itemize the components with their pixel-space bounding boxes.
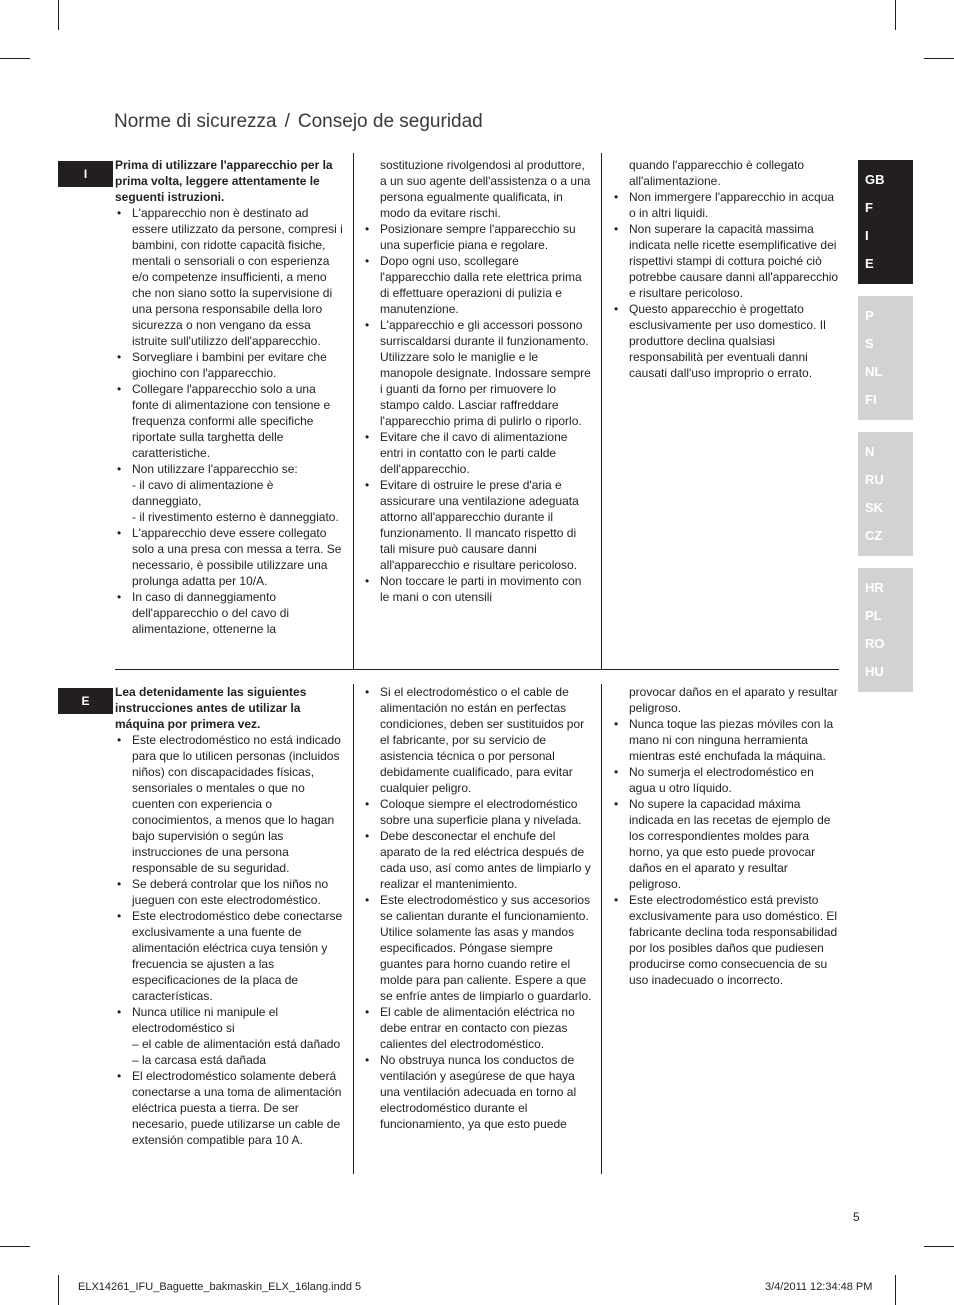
italian-column-3 <box>612 157 840 381</box>
language-tab: I <box>865 228 869 243</box>
italian-list-3 <box>612 157 840 381</box>
bullet-item: • No obstruya nunca los conductos de ventilación y asegúrese de que haya una ventilación adecuada en torno al electrodoméstico durante el funcionamiento, ya que esto puede <box>363 1052 593 1132</box>
continuation-text: - il rivestimento esterno è danneggiato. <box>132 510 339 524</box>
spanish-intro: Lea detenidamente las siguientes instrucciones antes de utilizar la máquina por primera vez. <box>115 685 307 731</box>
bullet-item: • Questo apparecchio è progettato esclusivamente per uso domestico. Il produttore declina qualsiasi responsabilità per eventuali danni causati dall'uso improprio o errato. <box>612 301 840 381</box>
spanish-list-2 <box>363 684 593 1132</box>
crop-mark <box>895 0 896 30</box>
italian-column-2 <box>363 157 591 605</box>
bullet-item: • Non toccare le parti in movimento con le mani o con utensili <box>363 573 591 605</box>
language-tab: SK <box>865 500 884 515</box>
column-divider <box>353 684 354 1174</box>
bullet-item: • Collegare l'apparecchio solo a una fonte di alimentazione con tensione e frequenza conformi alle specifiche riportate sulla targhetta delle caratteristiche. <box>115 381 343 461</box>
italian-column-1 <box>115 157 343 637</box>
bullet-item: • In caso di danneggiamento dell'apparecchio o del cavo di alimentazione, ottenerne la <box>115 589 343 637</box>
language-tab: GB <box>865 172 885 187</box>
footer-datetime: 3/4/2011 12:34:48 PM <box>765 1281 873 1293</box>
language-tab-group <box>858 432 913 556</box>
crop-mark <box>924 1246 954 1247</box>
bullet-item: • Debe desconectar el enchufe del aparato de la red eléctrica después de cada uso, así como antes de limpiarlo y realizar el mantenimiento. <box>363 828 593 892</box>
crop-mark <box>895 1275 896 1305</box>
crop-mark <box>58 1275 59 1305</box>
continuation-text: – el cable de alimentación está dañado <box>132 1037 341 1051</box>
bullet-item: • Coloque siempre el electrodoméstico sobre una superficie plana y nivelada. <box>363 796 593 828</box>
language-tab: HU <box>865 664 884 679</box>
bullet-item: • Sorvegliare i bambini per evitare che giochino con l'apparecchio. <box>115 349 343 381</box>
language-tab: F <box>865 200 873 215</box>
language-tab-group <box>858 568 913 692</box>
bullet-item: • El cable de alimentación eléctrica no debe entrar en contacto con piezas calientes del electrodoméstico. <box>363 1004 593 1052</box>
spanish-column-1 <box>115 684 345 1148</box>
language-tab: RU <box>865 472 884 487</box>
language-tab: FI <box>865 392 877 407</box>
bullet-item: • Este electrodoméstico no está indicado para que lo utilicen personas (incluidos niños) con discapacidades físicas, sensoriales o mentales o que no cuenten con experiencia o conocimientos, a menos que lo hagan bajo supervisión o según las instrucciones de una persona responsable de su seguridad. <box>115 732 345 876</box>
page-title <box>114 111 483 133</box>
spanish-column-3 <box>612 684 840 988</box>
language-tab: PL <box>865 608 882 623</box>
language-tab: S <box>865 336 874 351</box>
language-tab: HR <box>865 580 884 595</box>
column-divider <box>601 153 602 670</box>
bullet-item: • Evitare di ostruire le prese d'aria e assicurare una ventilazione adeguata attorno all'apparecchio durante il funzionamento. Il mancato rispetto di tali misure può causare danni all'apparecchio e risultare pericoloso. <box>363 477 591 573</box>
bullet-item: • Non utilizzare l'apparecchio se: <box>115 461 343 477</box>
bullet-item: • Nunca toque las piezas móviles con la mano ni con ninguna herramienta mientras esté enchufada la máquina. <box>612 716 840 764</box>
crop-mark <box>0 1246 30 1247</box>
language-tab: N <box>865 444 875 459</box>
crop-mark <box>0 58 30 59</box>
language-tab: NL <box>865 364 883 379</box>
title-separator: / <box>284 111 290 132</box>
italian-intro: Prima di utilizzare l'apparecchio per la prima volta, leggere attentamente le seguenti istruzioni. <box>115 158 333 204</box>
bullet-item: • L'apparecchio e gli accessori possono surriscaldarsi durante il funzionamento. Utilizzare solo le maniglie e le manopole designate. Indossare sempre i guanti da forno per rimuovere lo stampo caldo. Lasciar raffreddare l'apparecchio prima di pulirlo o riporlo. <box>363 317 591 429</box>
bullet-item: • Non immergere l'apparecchio in acqua o in altri liquidi. <box>612 189 840 221</box>
continuation-text: – la carcasa está dañada <box>132 1053 267 1067</box>
section-divider <box>115 669 839 670</box>
spanish-column-2 <box>363 684 593 1132</box>
footer-filename: ELX14261_IFU_Baguette_bakmaskin_ELX_16lang.indd 5 <box>78 1281 362 1293</box>
title-italian: Norme di sicurezza <box>114 111 277 132</box>
continuation-text: provocar daños en el aparato y resultar peligroso. <box>629 685 838 715</box>
bullet-item: • L'apparecchio deve essere collegato solo a una presa con messa a terra. Se necessario, è possibile utilizzare una prolunga adatta per 10/A. <box>115 525 343 589</box>
bullet-item: • Nunca utilice ni manipule el electrodoméstico si <box>115 1004 345 1036</box>
crop-mark <box>58 0 59 30</box>
bullet-item: • Dopo ogni uso, scollegare l'apparecchio dalla rete elettrica prima di effettuare operazioni di pulizia e manutenzione. <box>363 253 591 317</box>
bullet-item: • Este electrodoméstico está previsto exclusivamente para uso doméstico. El fabricante declina toda responsabilidad por los posibles daños que pudiesen producirse como consecuencia de su uso inadecuado o incorrecto. <box>612 892 840 988</box>
column-divider <box>353 153 354 670</box>
bullet-item: • Evitare che il cavo di alimentazione entri in contatto con le parti calde dell'apparecchio. <box>363 429 591 477</box>
spanish-list-3 <box>612 684 840 988</box>
language-tab-group <box>858 160 913 284</box>
section-badge-italian: I <box>58 161 113 187</box>
spanish-list-1 <box>115 732 345 1148</box>
bullet-item: • Non superare la capacità massima indicata nelle ricette esemplificative dei rispettivi stampi di cottura poiché ciò potrebbe causare danni all'apparecchio e risultare pericoloso. <box>612 221 840 301</box>
bullet-item: • Posizionare sempre l'apparecchio su una superficie piana e regolare. <box>363 221 591 253</box>
page-number: 5 <box>853 1210 860 1224</box>
continuation-text: - il cavo di alimentazione è danneggiato, <box>132 478 274 508</box>
language-tab: CZ <box>865 528 883 543</box>
bullet-item: • No supere la capacidad máxima indicada en las recetas de ejemplo de los correspondientes moldes para horno, ya que esto puede provocar daños en el aparato y resultar peligroso. <box>612 796 840 892</box>
column-divider <box>601 684 602 1174</box>
language-tab-group <box>858 296 913 420</box>
bullet-item: • No sumerja el electrodoméstico en agua u otro líquido. <box>612 764 840 796</box>
bullet-item: • El electrodoméstico solamente deberá conectarse a una toma de alimentación eléctrica puesta a tierra. De ser necesario, puede utilizarse un cable de extensión compatible para 10 A. <box>115 1068 345 1148</box>
language-tab: P <box>865 308 874 323</box>
continuation-text: sostituzione rivolgendosi al produttore, a un suo agente dell'assistenza o a una persona egualmente qualificata, in modo da evitare rischi. <box>380 158 591 220</box>
bullet-item: • Se deberá controlar que los niños no jueguen con este electrodoméstico. <box>115 876 345 908</box>
bullet-item: • Este electrodoméstico debe conectarse exclusivamente a una fuente de alimentación eléctrica cuya tensión y frecuencia se ajusten a las especificaciones de la placa de características. <box>115 908 345 1004</box>
continuation-text: quando l'apparecchio è collegato all'alimentazione. <box>629 158 805 188</box>
language-tab: E <box>865 256 874 271</box>
language-tab: RO <box>865 636 885 651</box>
italian-list-1 <box>115 205 343 637</box>
bullet-item: • L'apparecchio non è destinato ad essere utilizzato da persone, compresi i bambini, con ridotte capacità fisiche, mentali o sensoriali o con esperienza e/o competenze insufficienti, a meno che non siano sotto la supervisione di una persona responsabile della loro sicurezza o non vengano da essa istruite sull'utilizzo dell'apparecchio. <box>115 205 343 349</box>
bullet-item: • Este electrodoméstico y sus accesorios se calientan durante el funcionamiento. Utilice solamente las asas y mandos especificados. Póngase siempre guantes para horno cuando retire el molde para pan caliente. Espere a que se enfríe antes de limpiarlo o guardarlo. <box>363 892 593 1004</box>
section-badge-spanish: E <box>58 688 113 714</box>
italian-list-2 <box>363 157 591 605</box>
bullet-item: • Si el electrodoméstico o el cable de alimentación no están en perfectas condiciones, deben ser sustituidos por el fabricante, por su servicio de asistencia técnica o por personal debidamente cualificado, para evitar cualquier peligro. <box>363 684 593 796</box>
crop-mark <box>924 58 954 59</box>
title-spanish: Consejo de seguridad <box>297 111 483 132</box>
